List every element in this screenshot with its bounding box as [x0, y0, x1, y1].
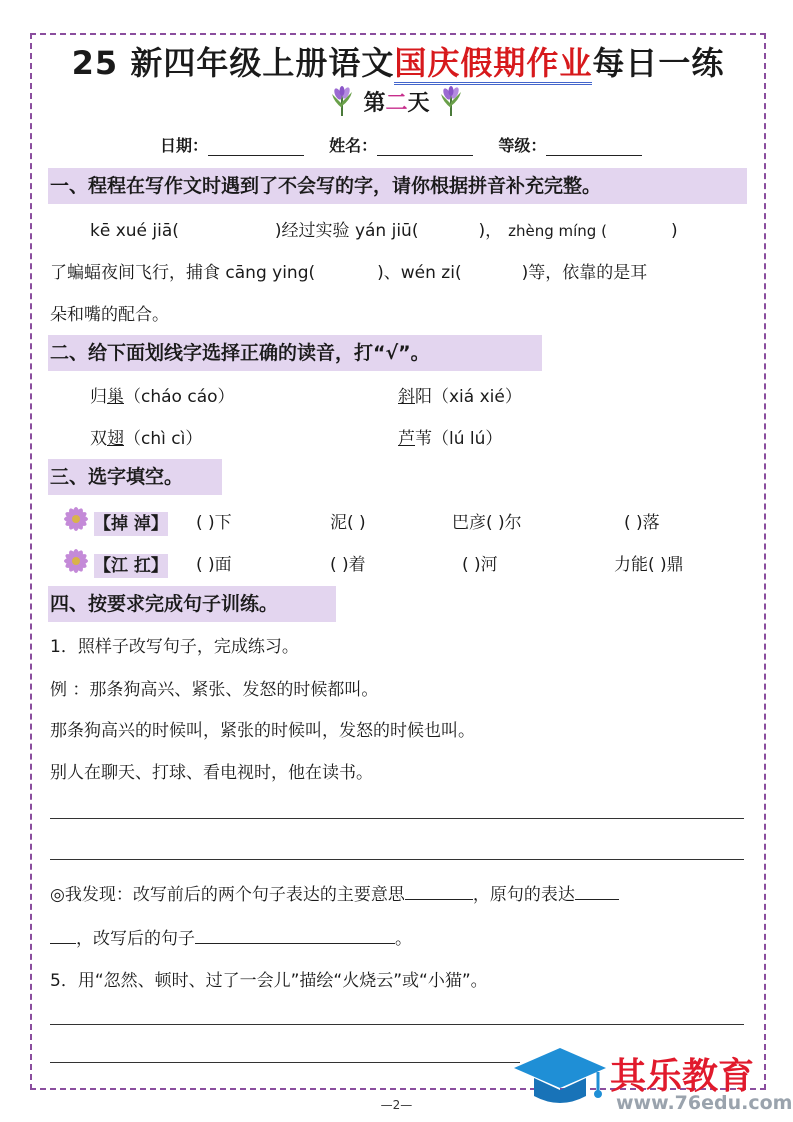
section-2-heading: 二、给下面划线字选择正确的读音，打“√”。: [48, 335, 542, 371]
logo-name: 其乐教育: [610, 1056, 755, 1097]
answer-line-1[interactable]: [50, 818, 744, 819]
answer-line-3[interactable]: [50, 1024, 744, 1025]
grade-label: 等级：: [498, 136, 547, 155]
word-choice-2-item-4[interactable]: 力能( )鼎: [614, 555, 684, 575]
info-row: [160, 133, 642, 156]
question-1: 1．照样子改写句子，完成练习。: [50, 637, 299, 657]
section-1-line-2: 了蝙蝠夜间飞行，捕食 cāng ying( )、wén zi( )等，依靠的是耳: [50, 263, 648, 283]
page-title: 25 新四年级上册语文国庆假期作业每日一练: [30, 38, 766, 84]
pinyin-choice-guichao: 归巢（cháo cáo）: [90, 387, 235, 407]
word-choice-1-item-2[interactable]: 泥( ): [330, 513, 366, 533]
logo-url: www.76edu.com: [616, 1092, 793, 1114]
example-answer: 那条狗高兴的时候叫，紧张的时候叫，发怒的时候也叫。: [50, 721, 475, 741]
example-sentence: 例 ：那条狗高兴、紧张、发怒的时候都叫。: [50, 680, 379, 700]
day-label: 第二天: [0, 86, 793, 122]
lavender-icon: [437, 86, 465, 122]
lavender-icon: [328, 86, 356, 122]
pinyin-choice-xieyang: 斜阳（xiá xié）: [398, 387, 522, 407]
discovery-line: ◎我发现：改写前后的两个句子表达的主要意思 ，原句的表达: [50, 880, 619, 905]
section-1-line-1: kē xué jiā( )经过实验 yán jiū( )， zhèng míng ( ): [90, 221, 678, 241]
question-5: 5．用“忽然、顿时、过了一会儿”描绘“火烧云”或“小猫”。: [50, 971, 488, 991]
word-choice-1-item-3[interactable]: 巴彦( )尔: [452, 513, 522, 533]
pinyin-choice-luwei: 芦苇（lú lú）: [398, 429, 503, 449]
name-field[interactable]: [377, 137, 473, 156]
word-choice-row-1: 【掉 淖】: [58, 504, 168, 532]
title-highlight: 国庆假期作业: [394, 44, 592, 85]
word-choice-2-item-3[interactable]: ( )河: [462, 555, 498, 575]
pinyin-choice-shuangchi: 双翅（chì cì）: [90, 429, 203, 449]
prompt-sentence: 别人在聊天、打球、看电视时，他在读书。: [50, 763, 373, 783]
date-field[interactable]: [208, 137, 304, 156]
discovery-line-2: ，改写后的句子 。: [50, 924, 412, 949]
word-choice-2-item-1[interactable]: ( )面: [196, 555, 232, 575]
section-4-heading: 四、按要求完成句子训练。: [48, 586, 336, 622]
answer-line-4[interactable]: [50, 1062, 520, 1063]
word-choice-1-item-4[interactable]: ( )落: [624, 513, 660, 533]
brand-logo: [510, 1040, 793, 1120]
aster-flower-icon: [58, 504, 94, 543]
section-1-heading: 一、程程在写作文时遇到了不会写的字，请你根据拼音补充完整。: [48, 168, 747, 204]
section-1-line-3: 朵和嘴的配合。: [50, 305, 169, 325]
name-label: 姓名：: [329, 136, 378, 155]
aster-flower-icon: [58, 546, 94, 585]
section-3-heading: 三、选字填空。: [48, 459, 222, 495]
graduation-cap-icon: [510, 1040, 610, 1118]
date-label: 日期：: [160, 136, 209, 155]
word-choice-2-item-2[interactable]: ( )着: [330, 555, 366, 575]
page-number: —2—: [380, 1098, 413, 1112]
word-choice-1-item-1[interactable]: ( )下: [196, 513, 232, 533]
answer-line-2[interactable]: [50, 859, 744, 860]
word-choice-row-2: 【江 扛】: [58, 546, 168, 574]
grade-field[interactable]: [546, 137, 642, 156]
